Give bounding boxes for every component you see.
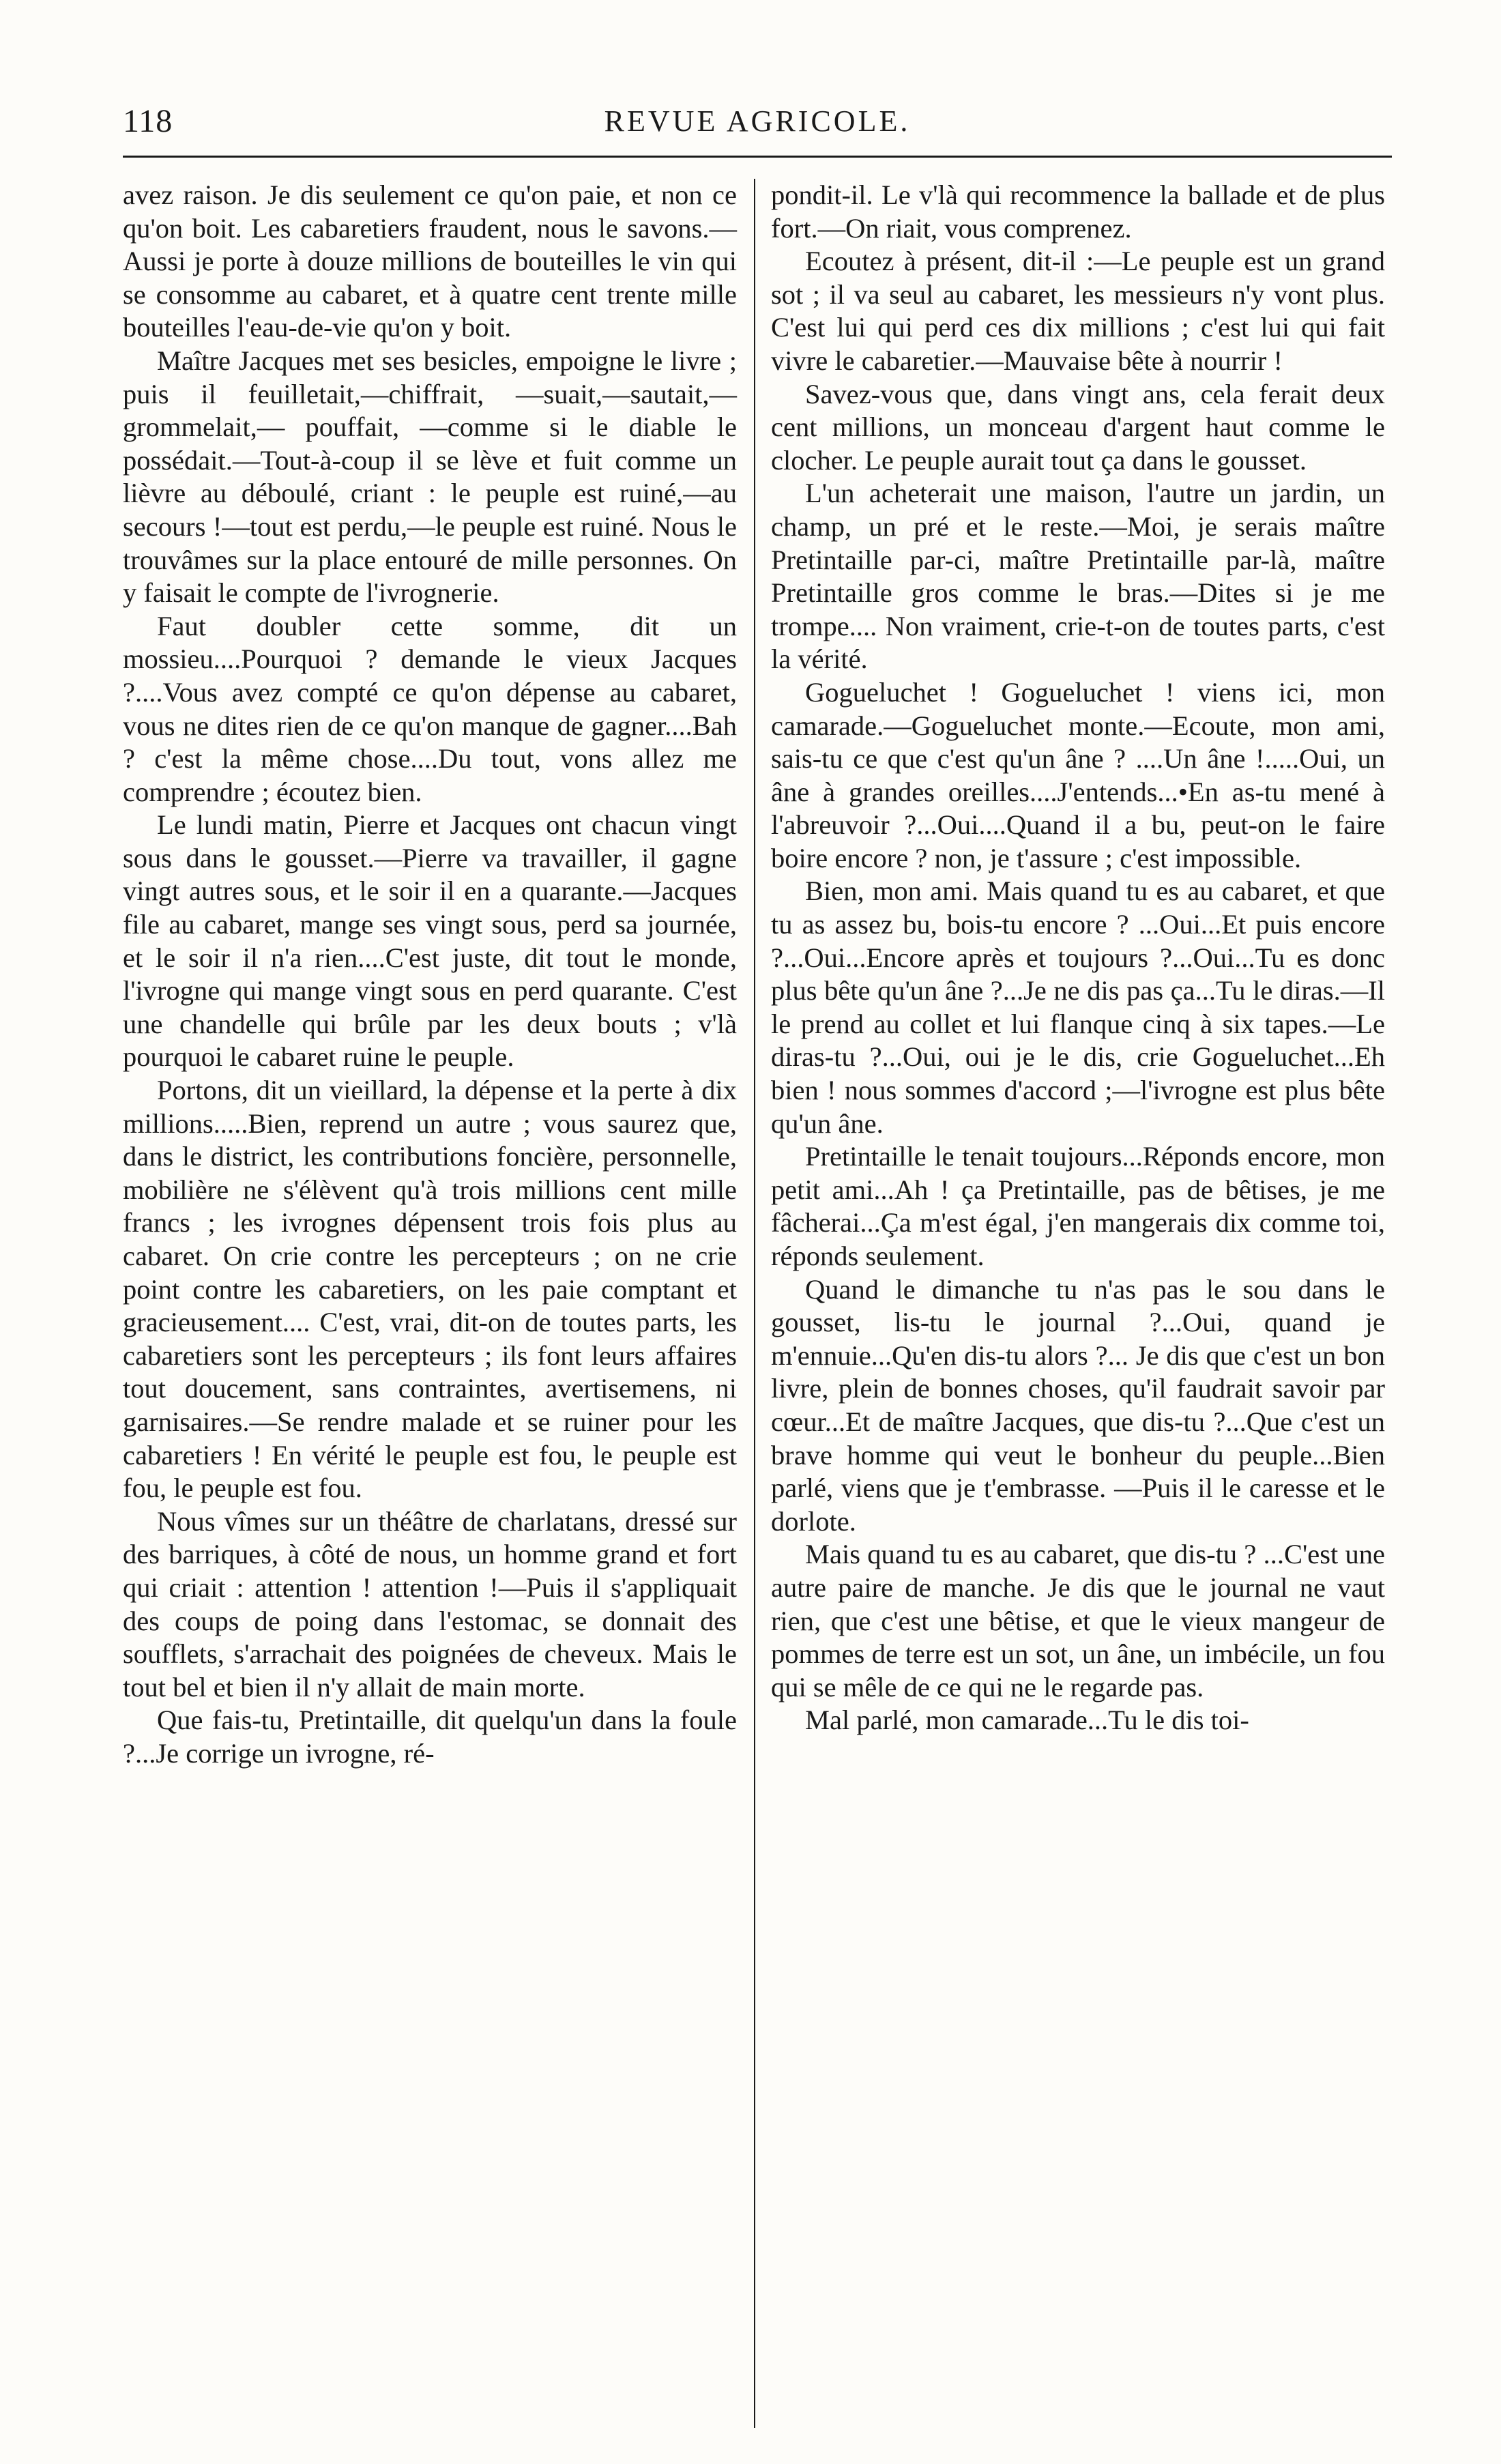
left-column [123, 179, 737, 1771]
paragraph: Faut doubler cette somme, dit un mossieu....Pourquoi ? demande le vieux Jacques ?....Vous avez compté ce qu'on dépense au cabaret, vous ne dites rien de ce qu'on manque de gagner....Bah ? c'est la même chose....Du tout, vons allez me comprendre ; écoutez bien. [123, 610, 737, 807]
header-rule [123, 156, 1392, 158]
page-header [123, 101, 1392, 149]
page-number: 118 [123, 103, 173, 139]
column-rule [754, 179, 755, 2428]
paragraph: Gogueluchet ! Gogueluchet ! viens ici, mon camarade.—Gogueluchet monte.—Ecoute, mon ami, sais-tu ce que c'est qu'un âne ? ....Un âne !.....Oui, un âne à grandes oreilles....J'entends...•En as-tu mené à l'abreuvoir ?...Oui....Quand il a bu, peut-on le faire boire encore ? non, je t'assure ; c'est impossible. [771, 676, 1385, 873]
paragraph: Quand le dimanche tu n'as pas le sou dans le gousset, lis-tu le journal ?...Oui, quand je m'ennuie...Qu'en dis-tu alors ?... Je dis que c'est un bon livre, plein de bonnes choses, qu'il faudrait savoir par cœur...Et de maître Jacques, que dis-tu ?...Que c'est un brave homme qui veut le bonheur du peuple...Bien parlé, viens que je t'embrasse. —Puis il le caresse et le dorlote. [771, 1273, 1385, 1537]
paragraph: Pretintaille le tenait toujours...Réponds encore, mon petit ami...Ah ! ça Pretintaille, pas de bêtises, je me fâcherai...Ça m'est égal, j'en mangerais dix comme toi, réponds seulement. [771, 1141, 1385, 1271]
paragraph: Nous vîmes sur un théâtre de charlatans, dressé sur des barriques, à côté de nous, un homme grand et fort qui criait : attention ! attention !—Puis il s'appliquait des coups de poing dans l'estomac, se donnait des soufflets, s'arrachait des poignées de cheveux. Mais le tout bel et bien il n'y allait de main morte. [123, 1505, 737, 1702]
paragraph: avez raison. Je dis seulement ce qu'on paie, et non ce qu'on boit. Les cabaretiers fraudent, nous le savons.—Aussi je porte à douze millions de bouteilles le vin qui se consomme au cabaret, et à quatre cent trente mille bouteilles l'eau-de-vie qu'on y boit. [123, 179, 737, 343]
paragraph: Maître Jacques met ses besicles, empoigne le livre ; puis il feuilletait,—chiffrait, —suait,—sautait,—grommelait,— pouffait, —comme si le diable le possédait.—Tout-à-coup il se lève et fuit comme un lièvre au déboulé, criant : le peuple est ruiné,—au secours !—tout est perdu,—le peuple est ruiné. Nous le trouvâmes sur la place entouré de mille personnes. On y faisait le compte de l'ivrognerie. [123, 345, 737, 609]
running-head: REVUE AGRICOLE. [604, 104, 911, 138]
paragraph: Ecoutez à présent, dit-il :—Le peuple est un grand sot ; il va seul au cabaret, les messieurs n'y vont plus. C'est lui qui perd ces dix millions ; c'est lui qui fait vivre le cabaretier.—Mauvaise bête à nourrir ! [771, 246, 1385, 376]
paragraph: Mais quand tu es au cabaret, que dis-tu ? ...C'est une autre paire de manche. Je dis que le journal ne vaut rien, que c'est une bêtise, et que le vieux mangeur de pommes de terre est un sot, un âne, un imbécile, un fou qui se mêle de ce qui ne le regarde pas. [771, 1539, 1385, 1702]
paragraph: Bien, mon ami. Mais quand tu es au cabaret, et que tu as assez bu, bois-tu encore ? ...Oui...Et puis encore ?...Oui...Encore après et toujours ?...Oui...Tu es donc plus bête qu'un âne ?...Je ne dis pas ça...Tu le diras.—Il le prend au collet et lui flanque cinq à six tapes.—Le diras-tu ?...Oui, oui je le dis, crie Gogueluchet...Eh bien ! nous sommes d'accord ;—l'ivrogne est plus bête qu'un âne. [771, 875, 1385, 1139]
right-column [771, 179, 1385, 1737]
paragraph: Mal parlé, mon camarade...Tu le dis toi- [805, 1705, 1249, 1736]
paragraph: Savez-vous que, dans vingt ans, cela ferait deux cent millions, un monceau d'argent haut comme le clocher. Le peuple aurait tout ça dans le gousset. [771, 378, 1385, 476]
paragraph: Que fais-tu, Pretintaille, dit quelqu'un dans la foule ?...Je corrige un ivrogne, ré- [123, 1705, 737, 1769]
paragraph: Portons, dit un vieillard, la dépense et la perte à dix millions.....Bien, reprend un autre ; vous saurez que, dans le district, les contributions foncière, personnelle, mobilière ne s'élèvent qu'à trois millions cent mille francs ; les ivrognes dépensent trois fois plus au cabaret. On crie contre les percepteurs ; on ne crie point contre les cabaretiers, on les paie comptant et gracieusement.... C'est, vrai, dit-on de toutes parts, les cabaretiers sont les percepteurs ; ils font leurs affaires tout doucement, sans contraintes, avertisemens, ni garnisaires.—Se rendre malade et se ruiner pour les cabaretiers ! En vérité le peuple est fou, le peuple est fou, le peuple est fou. [123, 1075, 737, 1504]
paragraph: Le lundi matin, Pierre et Jacques ont chacun vingt sous dans le gousset.—Pierre va travailler, il gagne vingt autres sous, et le soir il en a quarante.—Jacques file au cabaret, mange ses vingt sous, perd sa journée, et le soir il n'a rien....C'est juste, dit tout le monde, l'ivrogne qui mange vingt sous en perd quarante. C'est une chandelle qui brûle par les deux bouts ; v'là pourquoi le cabaret ruine le peuple. [123, 809, 737, 1073]
paragraph: pondit-il. Le v'là qui recommence la ballade et de plus fort.—On riait, vous comprenez. [771, 179, 1385, 244]
paragraph: L'un acheterait une maison, l'autre un jardin, un champ, un pré et le reste.—Moi, je serais maître Pretintaille par-ci, maître Pretintaille par-là, maître Pretintaille gros comme le bras.—Dites si je me trompe.... Non vraiment, crie-t-on de toutes parts, c'est la vérité. [771, 478, 1385, 675]
